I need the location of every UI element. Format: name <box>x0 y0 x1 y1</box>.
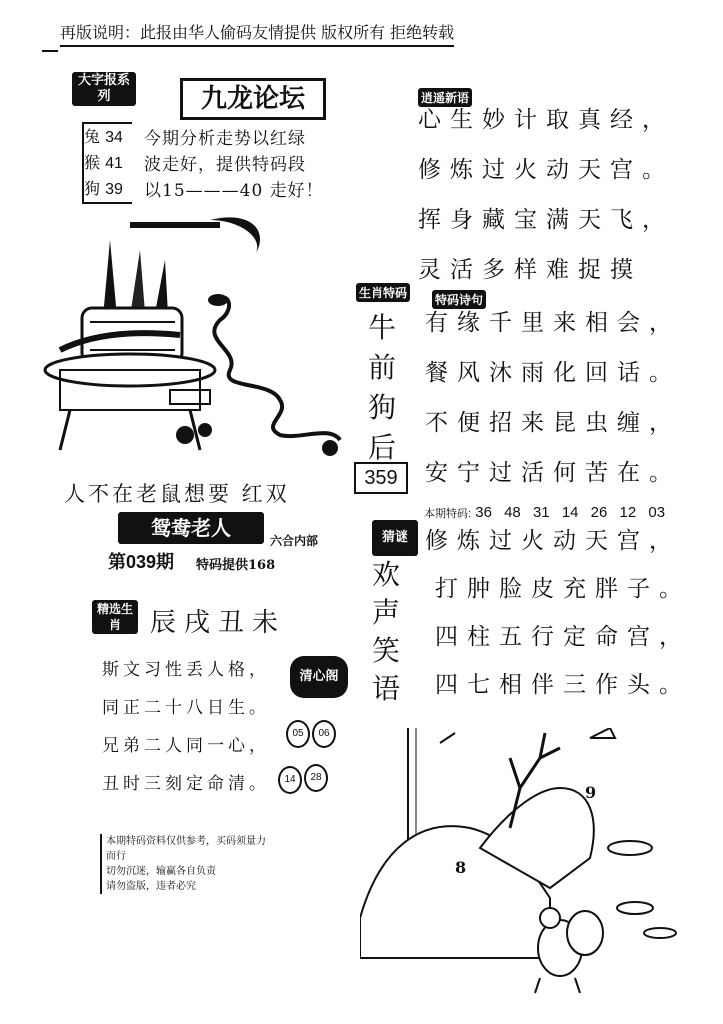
riddle-lines <box>102 655 270 807</box>
top-left-stamp: 大字报系列 <box>72 72 136 106</box>
section-title: 九龙论坛 <box>180 78 326 120</box>
header-notice <box>60 20 454 47</box>
poem1-heading: 逍遥新语 <box>418 88 472 107</box>
zodiac-row: 猴 41 <box>84 153 123 172</box>
poem-line: 不便招来昆虫缠， <box>425 410 681 436</box>
middle-stamp: 生肖特码 <box>356 283 410 302</box>
poem-line: 心生妙计取真经， <box>418 107 674 133</box>
zodiac-code-table <box>82 122 132 204</box>
riddle-num: 14 <box>278 766 302 794</box>
poem-line: 餐风沐雨化回话。 <box>425 360 681 386</box>
poem-line: 安宁过活何苦在。 <box>425 460 681 486</box>
riddle-stamp: 精选生肖 <box>92 600 138 634</box>
illustration-caption: 人不在老鼠想要 红双 <box>64 482 290 506</box>
mountain-label: 9 <box>585 783 597 802</box>
footnote: 本期特码资料仅供参考，买码须量力而行 切勿沉迷，输赢各自负责 请勿盗版，违者必究 <box>100 834 274 894</box>
poem-line: 有缘千里来相会， <box>425 310 681 336</box>
poem2-lines <box>425 306 681 506</box>
riddle-line: 同正二十八日生。 <box>102 698 270 718</box>
mountain-label: 8 <box>455 858 467 877</box>
poem3-numbers: 本期特码: 36 48 31 14 26 12 03 <box>424 504 666 521</box>
riddle-num: 28 <box>304 764 328 792</box>
issue-number: 第039期 <box>108 552 175 572</box>
poem-line: 挥身藏宝满天飞， <box>418 207 674 233</box>
poem2-heading: 特码诗句 <box>432 290 486 309</box>
poem3-lines <box>425 526 691 718</box>
zodiac-row: 狗 39 <box>84 179 123 198</box>
issue-tag: 特码提供168 <box>196 558 276 573</box>
poem-line: 灵活多样难捉摸 <box>418 257 642 283</box>
middle-vertical-text: 牛 前 狗 后 <box>368 311 397 464</box>
riddle-zodiacs: 辰戌丑未 <box>150 608 287 638</box>
snake-icon <box>214 297 340 440</box>
poem-line: 四柱五行定命宫， <box>435 624 691 650</box>
analysis-text: 今期分析走势以红绿 波走好，提供特码段 以15———40 走好！ <box>144 129 324 201</box>
riddle-line: 丑时三刻定命清。 <box>102 774 270 794</box>
riddle-line: 斯文习性丢人格， <box>102 660 270 680</box>
header-notice-text: 再版说明：此报由华人偷码友情提供 版权所有 拒绝转载 <box>60 23 455 42</box>
poem-line: 四七相伴三作头。 <box>435 672 691 698</box>
boxed-number: 359 <box>354 462 408 494</box>
riddle-seal: 清心阁 <box>290 656 348 698</box>
riddle-num: 05 <box>286 720 310 748</box>
poem-line: 打肿脸皮充胖子。 <box>435 576 691 602</box>
issue-side-text: 六合内部 <box>270 534 319 548</box>
poem-line: 修炼过火动天宫， <box>425 528 681 554</box>
header-rule-left <box>42 50 58 52</box>
poem1-lines <box>418 104 674 304</box>
zodiac-row: 兔 34 <box>84 127 123 146</box>
poem-line: 修炼过火动天宫。 <box>418 157 674 183</box>
issue-logo: 鸳鸯老人 <box>118 512 264 544</box>
moon-drum-snake-illustration <box>30 210 360 470</box>
right-vertical-stamp: 猜谜 <box>372 520 418 556</box>
mountain-monkey-illustration <box>360 728 690 998</box>
riddle-num: 06 <box>312 720 336 748</box>
riddle-line: 兄弟二人同一心， <box>102 736 270 756</box>
right-vertical-text: 欢 声 笑 语 <box>372 558 401 705</box>
